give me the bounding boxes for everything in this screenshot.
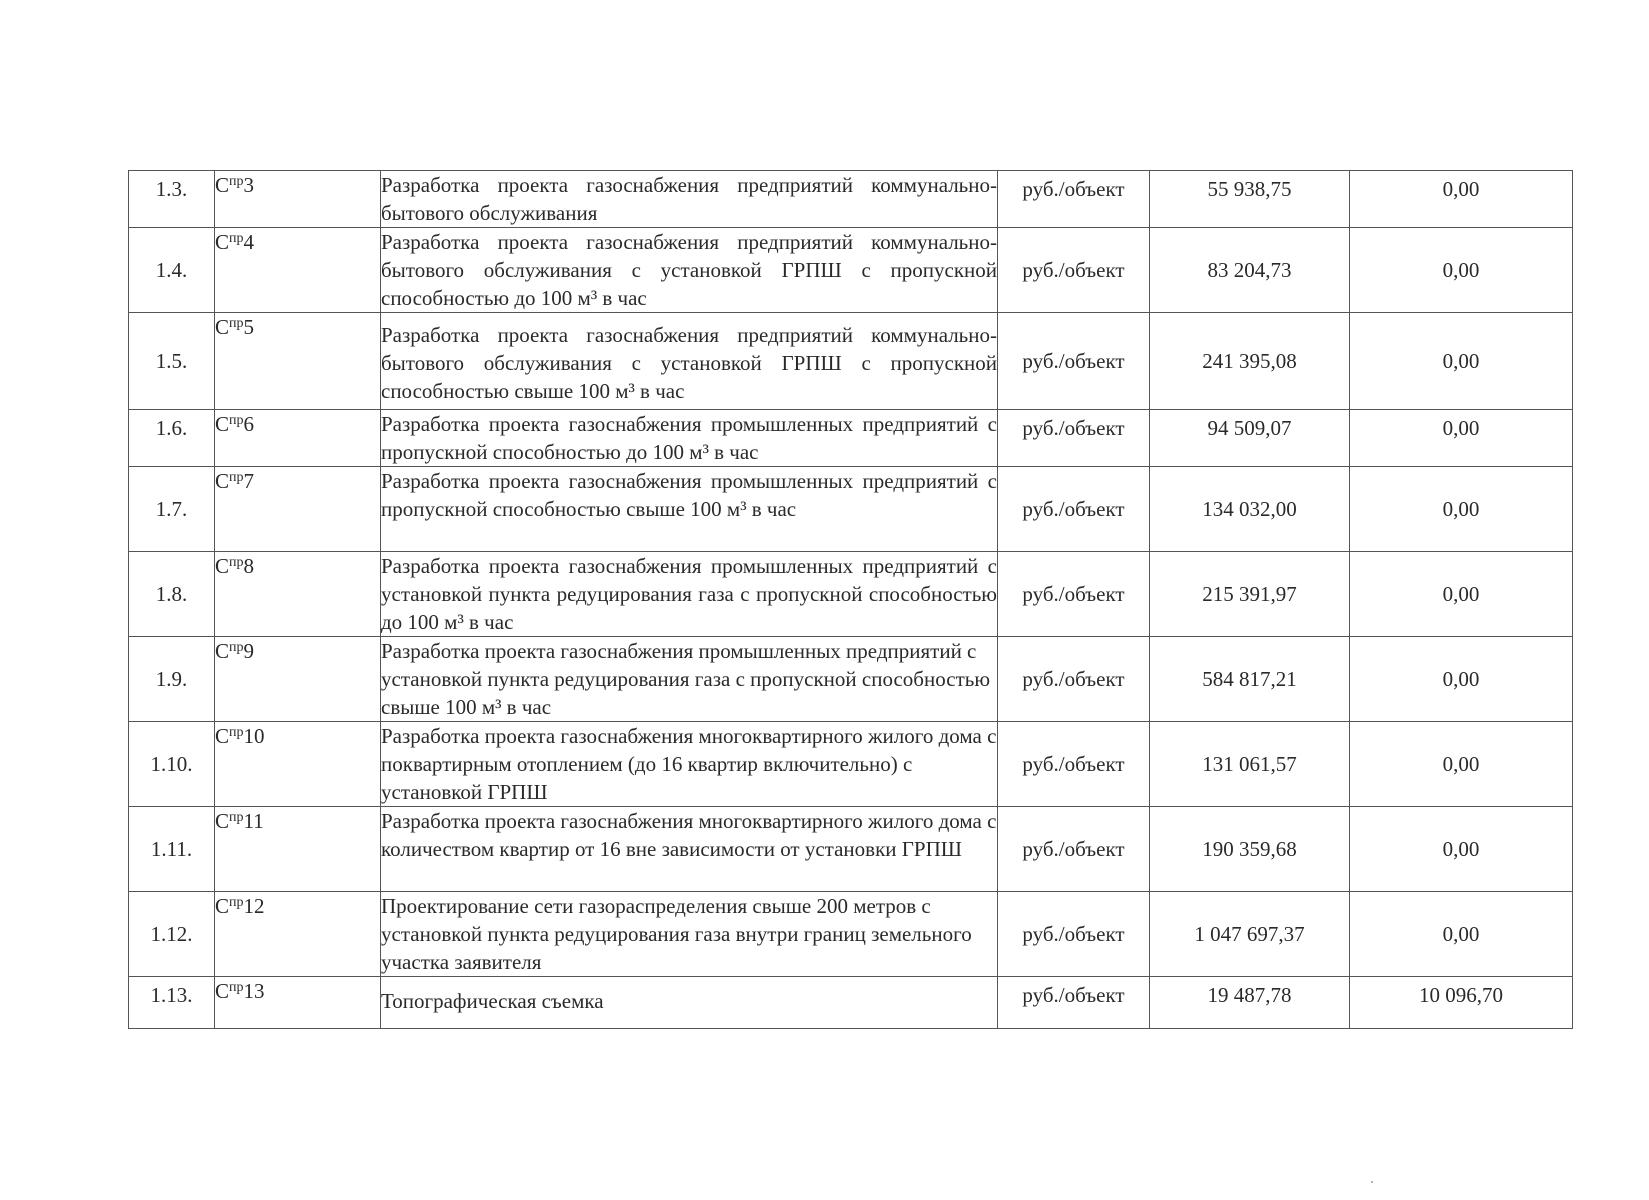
code-superscript: пр (229, 231, 244, 246)
code-index: 9 (243, 639, 255, 663)
row-number: 1.4. (129, 228, 215, 313)
row-value-2: 0,00 (1350, 410, 1573, 467)
row-value-1: 94 509,07 (1150, 410, 1350, 467)
table-row (129, 313, 1573, 410)
code-base: С (215, 724, 230, 748)
code-index: 5 (243, 315, 255, 339)
code-base: С (215, 979, 230, 1003)
row-value-1: 584 817,21 (1150, 637, 1350, 722)
row-value-2: 0,00 (1350, 171, 1573, 228)
row-description: Разработка проекта газоснабжения промышленных предприятий с пропускной способностью свыше 100 м³ в час (381, 467, 998, 552)
row-value-2: 0,00 (1350, 313, 1573, 410)
code-base: С (215, 639, 230, 663)
row-unit: руб./объект (998, 410, 1150, 467)
row-value-1: 83 204,73 (1150, 228, 1350, 313)
code-base: С (215, 894, 230, 918)
scan-speck (1371, 1181, 1373, 1183)
row-value-1: 19 487,78 (1150, 977, 1350, 1029)
code-index: 8 (243, 554, 255, 578)
row-number: 1.9. (129, 637, 215, 722)
row-value-2: 0,00 (1350, 467, 1573, 552)
row-value-1: 190 359,68 (1150, 807, 1350, 892)
table-row (129, 977, 1573, 1029)
row-code (215, 722, 381, 807)
code-base: С (215, 809, 230, 833)
row-number: 1.7. (129, 467, 215, 552)
table-row (129, 892, 1573, 977)
table-row (129, 467, 1573, 552)
code-superscript: пр (229, 316, 244, 331)
tariff-table (128, 170, 1573, 1029)
row-value-2: 0,00 (1350, 228, 1573, 313)
code-index: 6 (243, 412, 255, 436)
row-description: Разработка проекта газоснабжения промышленных предприятий с установкой пункта редуцирования газа с пропускной способностью свыше 100 м³ в час (381, 637, 998, 722)
code-superscript: пр (229, 980, 244, 995)
row-unit: руб./объект (998, 722, 1150, 807)
row-unit: руб./объект (998, 637, 1150, 722)
table-row (129, 637, 1573, 722)
row-value-1: 241 395,08 (1150, 313, 1350, 410)
table-row (129, 228, 1573, 313)
row-description: Разработка проекта газоснабжения промышленных предприятий с пропускной способностью до 100 м³ в час (381, 410, 998, 467)
code-index: 12 (243, 894, 265, 918)
row-description: Разработка проекта газоснабжения многоквартирного жилого дома с поквартирным отоплением (до 16 квартир включительно) с установкой ГРПШ (381, 722, 998, 807)
code-base: С (215, 315, 230, 339)
code-base: С (215, 230, 230, 254)
code-base: С (215, 469, 230, 493)
row-value-2: 0,00 (1350, 892, 1573, 977)
row-code (215, 552, 381, 637)
table-row (129, 807, 1573, 892)
table-row (129, 552, 1573, 637)
row-description: Разработка проекта газоснабжения предприятий коммунально-бытового обслуживания с установкой ГРПШ с пропускной способностью до 100 м³ в час (381, 228, 998, 313)
row-value-2: 10 096,70 (1350, 977, 1573, 1029)
row-value-1: 134 032,00 (1150, 467, 1350, 552)
row-number: 1.10. (129, 722, 215, 807)
code-index: 4 (243, 230, 255, 254)
code-base: С (215, 173, 230, 197)
row-value-1: 1 047 697,37 (1150, 892, 1350, 977)
code-index: 7 (243, 469, 255, 493)
code-index: 11 (243, 809, 264, 833)
row-value-1: 55 938,75 (1150, 171, 1350, 228)
row-number: 1.6. (129, 410, 215, 467)
row-code (215, 977, 381, 1029)
code-superscript: пр (229, 640, 244, 655)
code-superscript: пр (229, 413, 244, 428)
code-superscript: пр (229, 174, 244, 189)
code-superscript: пр (229, 555, 244, 570)
row-unit: руб./объект (998, 552, 1150, 637)
row-description: Топографическая съемка (381, 977, 998, 1029)
row-code (215, 807, 381, 892)
row-unit: руб./объект (998, 977, 1150, 1029)
row-value-2: 0,00 (1350, 722, 1573, 807)
row-value-2: 0,00 (1350, 807, 1573, 892)
code-index: 13 (243, 979, 265, 1003)
row-description: Разработка проекта газоснабжения предприятий коммунально-бытового обслуживания с установкой ГРПШ с пропускной способностью свыше 100 м³ в час (381, 313, 998, 410)
row-code (215, 171, 381, 228)
row-description: Разработка проекта газоснабжения промышленных предприятий с установкой пункта редуцирования газа с пропускной способностью до 100 м³ в час (381, 552, 998, 637)
row-value-1: 131 061,57 (1150, 722, 1350, 807)
row-code (215, 410, 381, 467)
row-description: Проектирование сети газораспределения свыше 200 метров с установкой пункта редуцирования газа внутри границ земельного участка заявителя (381, 892, 998, 977)
row-number: 1.11. (129, 807, 215, 892)
code-index: 3 (243, 173, 255, 197)
row-unit: руб./объект (998, 892, 1150, 977)
code-index: 10 (243, 724, 265, 748)
row-unit: руб./объект (998, 313, 1150, 410)
row-description: Разработка проекта газоснабжения предприятий коммунально-бытового обслуживания (381, 171, 998, 228)
code-superscript: пр (229, 725, 244, 740)
code-superscript: пр (229, 895, 244, 910)
row-code (215, 637, 381, 722)
row-code (215, 892, 381, 977)
code-superscript: пр (229, 810, 244, 825)
row-code (215, 313, 381, 410)
row-number: 1.8. (129, 552, 215, 637)
row-number: 1.5. (129, 313, 215, 410)
row-number: 1.12. (129, 892, 215, 977)
code-base: С (215, 412, 230, 436)
table-row (129, 410, 1573, 467)
row-number: 1.3. (129, 171, 215, 228)
row-value-2: 0,00 (1350, 637, 1573, 722)
code-base: С (215, 554, 230, 578)
row-unit: руб./объект (998, 171, 1150, 228)
row-code (215, 228, 381, 313)
row-number: 1.13. (129, 977, 215, 1029)
table-row (129, 171, 1573, 228)
row-unit: руб./объект (998, 228, 1150, 313)
row-code (215, 467, 381, 552)
code-superscript: пр (229, 470, 244, 485)
row-value-2: 0,00 (1350, 552, 1573, 637)
row-unit: руб./объект (998, 807, 1150, 892)
row-value-1: 215 391,97 (1150, 552, 1350, 637)
row-unit: руб./объект (998, 467, 1150, 552)
table-row (129, 722, 1573, 807)
row-description: Разработка проекта газоснабжения многоквартирного жилого дома с количеством квартир от 16 вне зависимости от установки ГРПШ (381, 807, 998, 892)
